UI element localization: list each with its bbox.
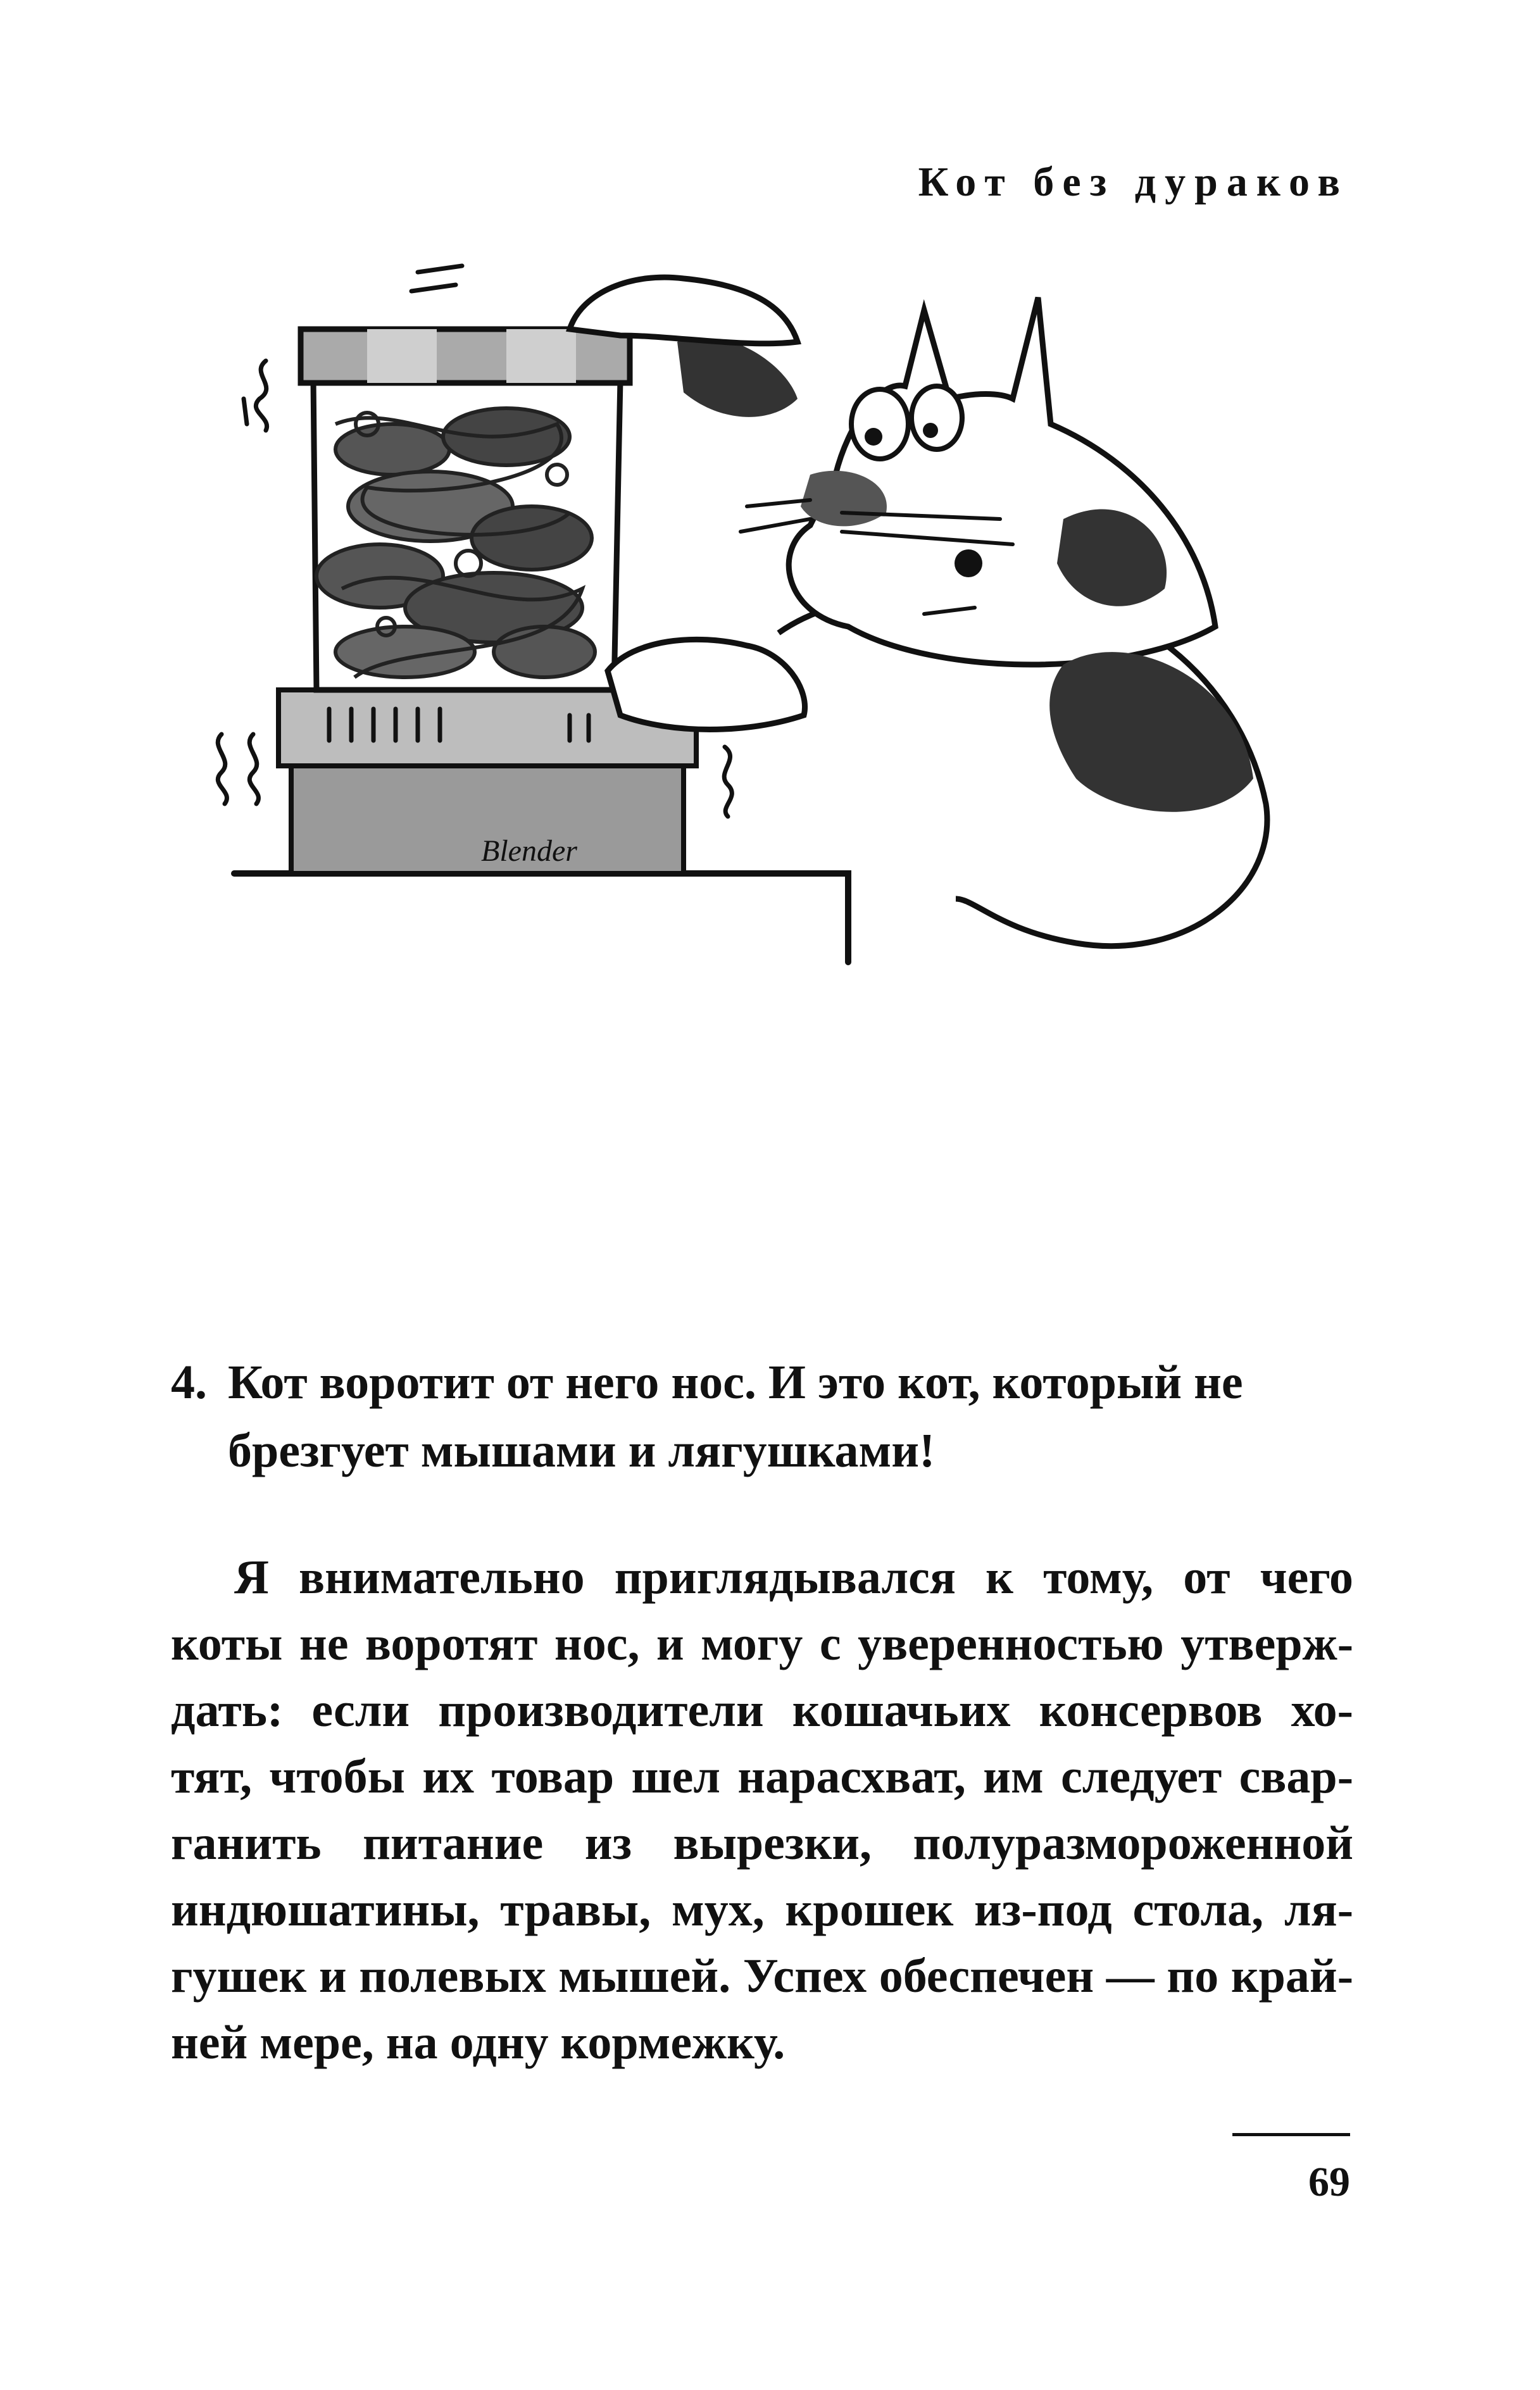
cat-paw-button — [608, 639, 805, 729]
blender-label: Blender — [481, 834, 577, 868]
paragraph-line: индюшатины, травы, мух, крошек из-под стола, ля- — [171, 1883, 1353, 1936]
paragraph-line: ней мере, на одну кормежку. — [171, 2016, 786, 2069]
cat-eye-left — [851, 389, 908, 459]
page-number: 69 — [1308, 2159, 1350, 2205]
page-number-rule — [1232, 2133, 1350, 2136]
blender-lid — [301, 329, 630, 383]
running-header: Кот без дураков — [918, 159, 1349, 205]
cat-eye-right — [911, 386, 962, 449]
cat-paw-lid — [570, 277, 798, 344]
paragraph-line: ганить питание из вырезки, полуразмороженной — [171, 1817, 1353, 1870]
body-paragraph — [171, 1544, 1353, 2076]
cat-spot-ear — [677, 337, 798, 417]
paragraph-line: тят, чтобы их товар шел нарасхват, им следует свар- — [171, 1750, 1353, 1803]
paragraph-line: Я внимательно приглядывался к тому, от чего — [234, 1551, 1353, 1604]
cat-and-food-blender-illustration — [177, 234, 1317, 1222]
item-number: 4. — [171, 1356, 207, 1409]
table-line — [234, 873, 848, 962]
item-text: Кот воротит от него нос. И это кот, который не брезгует мышами и лягушками! — [228, 1356, 1243, 1477]
paragraph-line: коты не воротят нос, и могу с уверенностью утверж- — [171, 1617, 1353, 1670]
paragraph-line: дать: если производители кошачьих консервов хо- — [171, 1684, 1353, 1737]
numbered-item-4 — [171, 1348, 1361, 1485]
cat-nose — [955, 549, 982, 577]
paragraph-line: гушек и полевых мышей. Успех обеспечен — по край- — [171, 1949, 1353, 2003]
